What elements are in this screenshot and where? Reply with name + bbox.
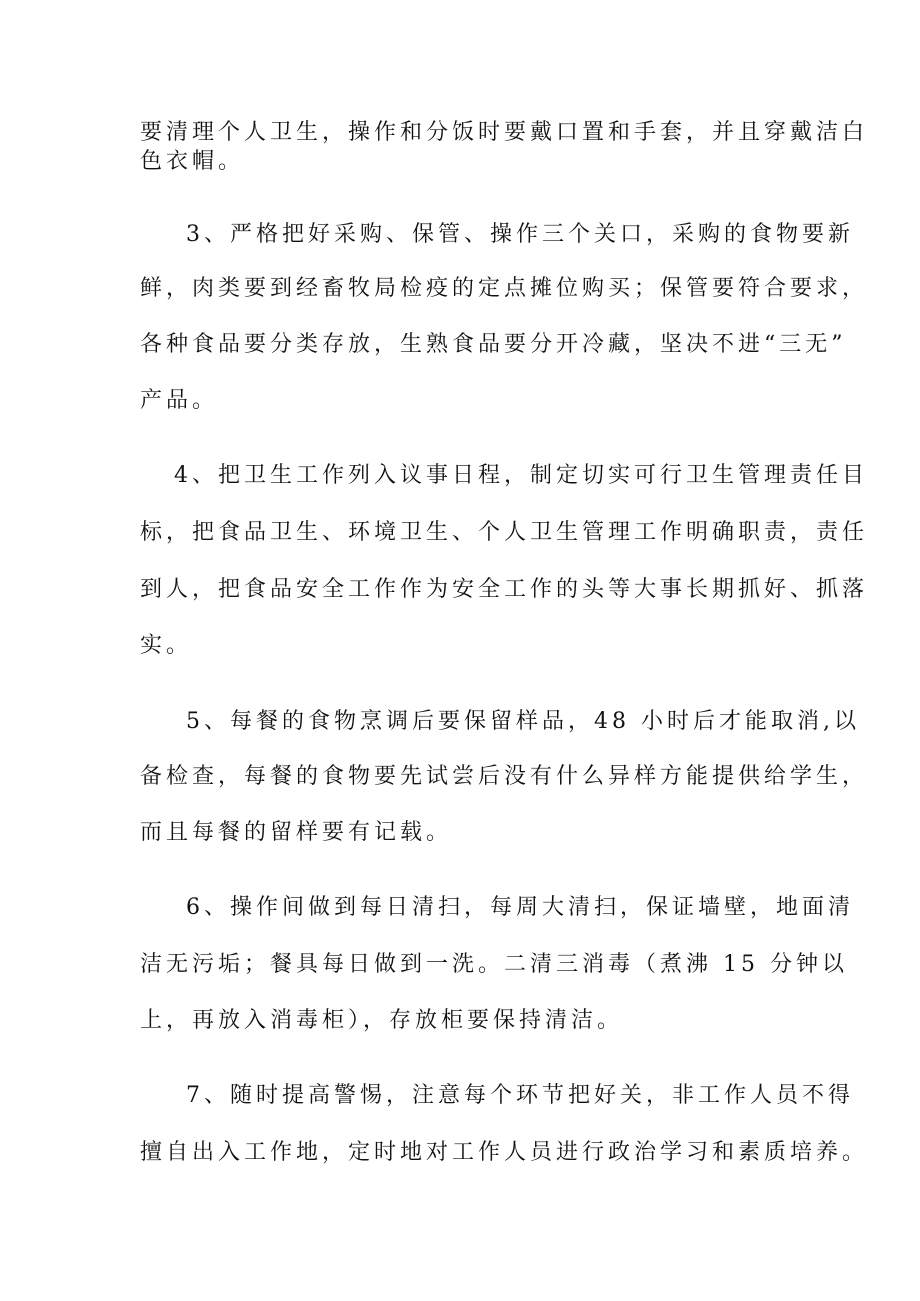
paragraph-6-line-1: 6、操作间做到每日清扫，每周大清扫，保证墙壁，地面清 (186, 895, 854, 920)
paragraph-4-line-3: 到人，把食品安全工作作为安全工作的头等大事长期抓好、抓落 (140, 577, 869, 602)
paragraph-5-line-3: 而且每餐的留样要有记载。 (140, 820, 453, 845)
paragraph-4-line-1: 4、把卫生工作列入议事日程，制定切实可行卫生管理责任目 (174, 463, 868, 488)
paragraph-3-line-3: 各种食品要分类存放，生熟食品要分开冷藏，坚决不进“三无” (140, 332, 847, 357)
paragraph-cont-line-1: 要清理个人卫生，操作和分饭时要戴口置和手套，并且穿戴洁白 (140, 120, 869, 145)
paragraph-7-line-2: 擅自出入工作地，定时地对工作人员进行政治学习和素质培养。 (140, 1140, 869, 1165)
paragraph-4-line-2: 标，把食品卫生、环境卫生、个人卫生管理工作明确职责，责任 (140, 520, 869, 545)
paragraph-7-line-1: 7、随时提高警惕，注意每个环节把好关，非工作人员不得 (186, 1083, 854, 1108)
paragraph-5-line-1: 5、每餐的食物烹调后要保留样品，48 小时后才能取消,以 (186, 709, 860, 734)
paragraph-6-line-2: 洁无污垢；餐具每日做到一洗。二清三消毒（煮沸 15 分钟以 (140, 952, 848, 977)
paragraph-3-line-1: 3、严格把好采购、保管、操作三个关口，采购的食物要新 (186, 222, 854, 247)
paragraph-3-line-2: 鲜，肉类要到经畜牧局检疫的定点摊位购买；保管要符合要求， (140, 276, 869, 301)
paragraph-6-line-3: 上，再放入消毒柜），存放柜要保持清洁。 (140, 1008, 624, 1033)
paragraph-cont-line-2: 色衣帽。 (140, 149, 245, 174)
paragraph-3-line-4: 产品。 (140, 388, 219, 413)
paragraph-4-line-4: 实。 (140, 633, 193, 658)
paragraph-5-line-2: 备检查，每餐的食物要先试尝后没有什么异样方能提供给学生， (140, 764, 869, 789)
